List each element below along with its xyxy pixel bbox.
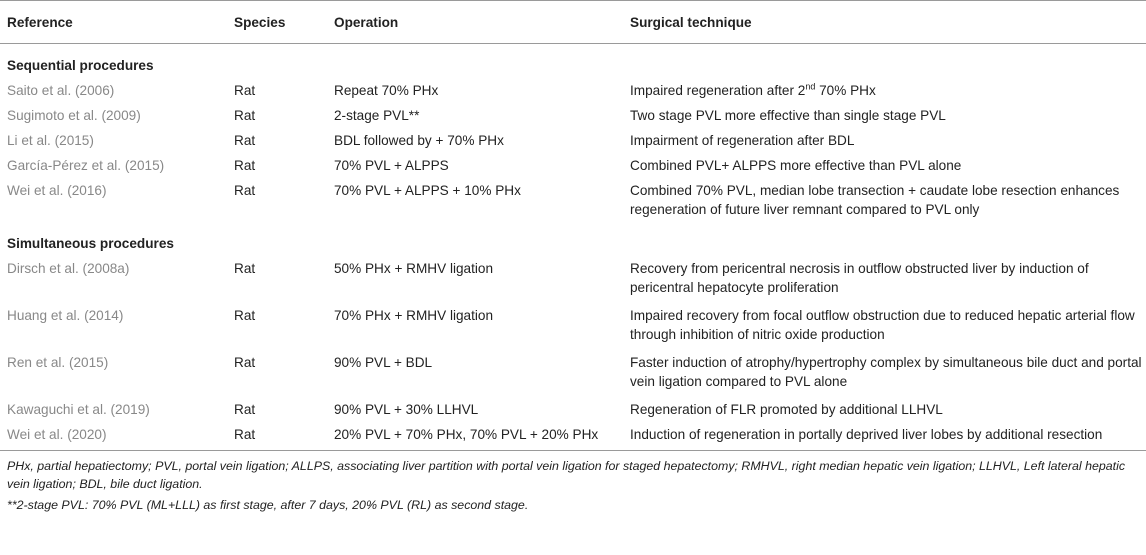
operation-cell: 50% PHx + RMHV ligation <box>334 261 494 276</box>
species-cell: Rat <box>234 83 256 98</box>
species-cell: Rat <box>234 108 256 123</box>
technique-cell: Two stage PVL more effective than single stage PVL <box>630 108 946 123</box>
species-cell: Rat <box>234 261 256 276</box>
technique-text-end: 70% PHx <box>815 83 876 98</box>
table-row <box>0 178 1146 222</box>
operation-cell: 90% PVL + BDL <box>334 355 433 370</box>
table-row <box>0 103 1146 128</box>
table-row <box>0 78 1146 103</box>
reference-cell: García-Pérez et al. (2015) <box>7 158 165 173</box>
technique-cell: Impairment of regeneration after BDL <box>630 133 855 148</box>
table-footnotes <box>0 451 1146 514</box>
technique-cell: Faster induction of atrophy/hypertrophy complex by simultaneous bile duct and portal vein ligation compared to PVL alone <box>630 355 1142 389</box>
species-cell: Rat <box>234 133 256 148</box>
species-cell: Rat <box>234 422 334 451</box>
reference-cell: Saito et al. (2006) <box>7 83 115 98</box>
technique-cell: Regeneration of FLR promoted by additional LLHVL <box>630 402 943 417</box>
technique-cell: Combined 70% PVL, median lobe transection + caudate lobe resection enhances regeneration of future liver remnant compared to PVL only <box>630 183 1120 217</box>
technique-cell: Recovery from pericentral necrosis in outflow obstructed liver by induction of pericentral hepatocyte proliferation <box>630 261 1089 295</box>
section-title: Sequential procedures <box>7 58 154 73</box>
reference-cell: Dirsch et al. (2008a) <box>7 261 130 276</box>
species-cell: Rat <box>234 183 256 198</box>
footnote-abbreviations: PHx, partial hepatiectomy; PVL, portal vein ligation; ALLPS, associating liver partition with portal vein ligation for staged hepatectomy; RMHVL, right median hepatic vein ligation; LLHVL, Left lateral hepatic vein ligation; BDL, bile duct ligation. <box>7 459 1126 491</box>
header-surgical-technique: Surgical technique <box>630 1 1146 44</box>
operation-cell: 20% PVL + 70% PHx, 70% PVL + 20% PHx <box>334 422 630 451</box>
operation-cell: BDL followed by + 70% PHx <box>334 133 504 148</box>
table-row <box>0 350 1146 397</box>
footnote-two-stage-pvl: **2-stage PVL: 70% PVL (ML+LLL) as first stage, after 7 days, 20% PVL (RL) as second stage. <box>7 498 529 512</box>
technique-cell: Impaired recovery from focal outflow obstruction due to reduced hepatic arterial flow through inhibition of nitric oxide production <box>630 308 1135 342</box>
header-operation: Operation <box>334 1 630 44</box>
reference-cell: Li et al. (2015) <box>7 133 94 148</box>
technique-superscript: nd <box>805 81 816 92</box>
technique-cell <box>630 78 1146 103</box>
species-cell: Rat <box>234 158 256 173</box>
technique-cell: Induction of regeneration in portally deprived liver lobes by additional resection <box>630 422 1146 451</box>
table-row <box>0 256 1146 303</box>
reference-cell: Wei et al. (2016) <box>7 183 107 198</box>
table-row <box>0 303 1146 350</box>
table-row <box>0 397 1146 422</box>
operation-cell: 70% PVL + ALPPS + 10% PHx <box>334 183 521 198</box>
operation-cell: 70% PHx + RMHV ligation <box>334 308 494 323</box>
species-cell: Rat <box>234 308 256 323</box>
technique-text: Impaired regeneration after 2 <box>630 83 806 98</box>
header-species: Species <box>234 1 334 44</box>
reference-cell: Huang et al. (2014) <box>7 308 124 323</box>
table-row <box>0 422 1146 451</box>
reference-cell: Kawaguchi et al. (2019) <box>7 402 150 417</box>
technique-cell: Combined PVL+ ALPPS more effective than PVL alone <box>630 158 962 173</box>
operation-cell: 2-stage PVL** <box>334 108 420 123</box>
species-cell: Rat <box>234 402 256 417</box>
table-header-row <box>0 1 1146 44</box>
operation-cell: 90% PVL + 30% LLHVL <box>334 402 479 417</box>
section-row-sequential <box>0 44 1146 79</box>
reference-cell: Ren et al. (2015) <box>7 355 109 370</box>
operation-cell: Repeat 70% PHx <box>334 83 439 98</box>
table-row <box>0 153 1146 178</box>
operation-cell: 70% PVL + ALPPS <box>334 158 449 173</box>
table-row <box>0 128 1146 153</box>
header-reference: Reference <box>0 1 234 44</box>
section-row-simultaneous <box>0 222 1146 256</box>
reference-cell: Sugimoto et al. (2009) <box>7 108 141 123</box>
section-title: Simultaneous procedures <box>7 236 174 251</box>
species-cell: Rat <box>234 355 256 370</box>
reference-cell: Wei et al. (2020) <box>0 422 234 451</box>
